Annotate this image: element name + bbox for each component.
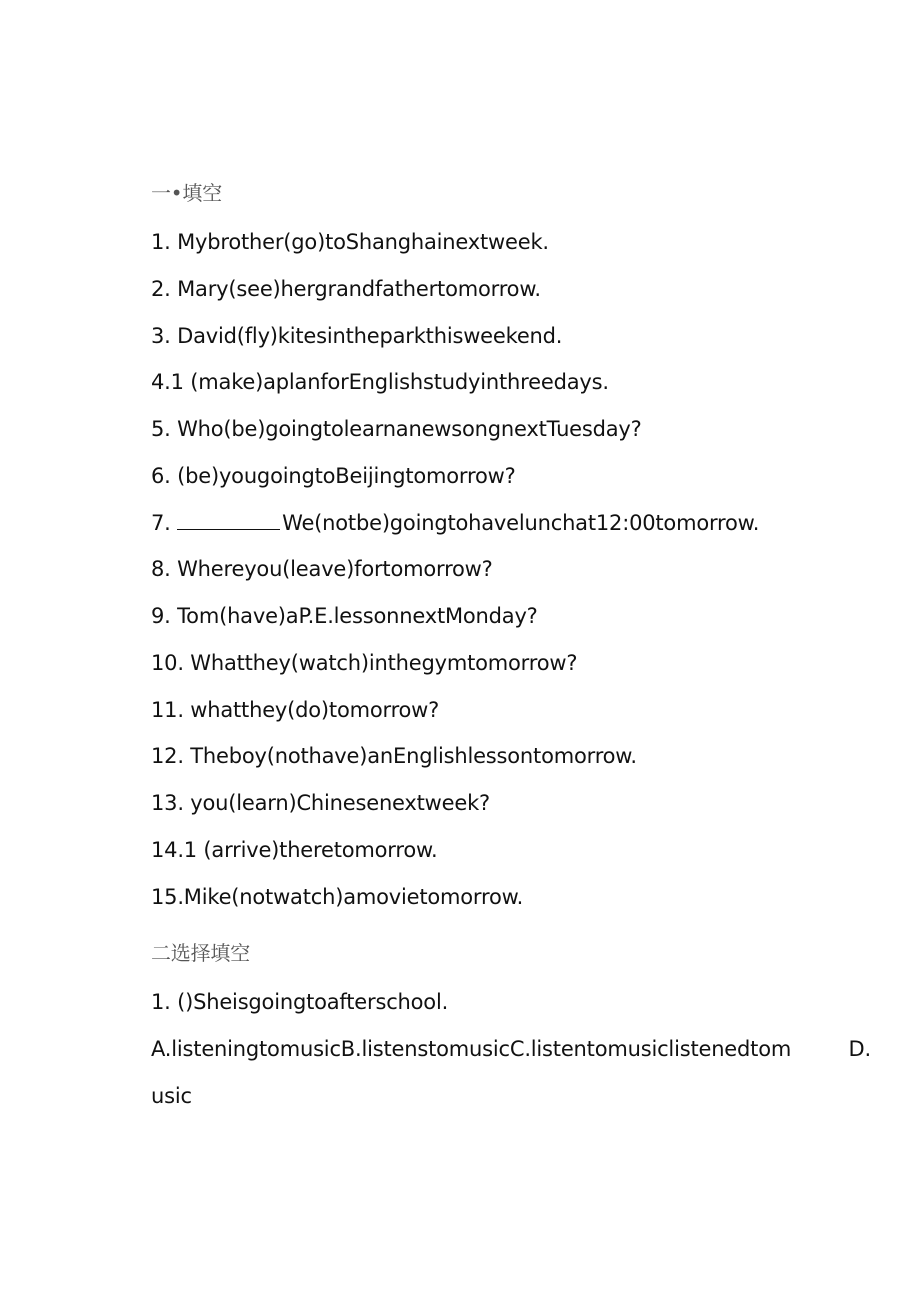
exercise-item-7-number: 7. xyxy=(151,511,171,535)
choice-option-d: D. xyxy=(848,1037,871,1061)
exercise-item-10: 10. Whatthey(watch)inthegymtomorrow? xyxy=(151,651,578,675)
exercise-item-8: 8. Whereyou(leave)fortomorrow? xyxy=(151,557,493,581)
exercise-item-15: 15.Mike(notwatch)amovietomorrow. xyxy=(151,885,524,909)
exercise-item-1: 1. Mybrother(go)toShanghainextweek. xyxy=(151,230,549,254)
exercise-item-3: 3. David(fly)kitesintheparkthisweekend. xyxy=(151,324,563,348)
exercise-item-5: 5. Who(be)goingtolearnanewsongnextTuesday? xyxy=(151,417,642,441)
exercise-item-9: 9. Tom(have)aP.E.lessonnextMonday? xyxy=(151,604,538,628)
choice-options-abc: A.listeningtomusicB.listenstomusicC.listentomusiclistenedtom xyxy=(151,1037,792,1061)
answer-blank xyxy=(177,509,280,530)
choice-options-wrap: usic xyxy=(151,1084,192,1108)
section1-heading: 一•填空 xyxy=(151,181,222,205)
choice-options xyxy=(151,1035,871,1063)
exercise-item-7 xyxy=(151,509,759,537)
exercise-item-6: 6. (be)yougoingtoBeijingtomorrow? xyxy=(151,464,516,488)
exercise-item-12: 12. Theboy(nothave)anEnglishlessontomorrow. xyxy=(151,744,637,768)
exercise-item-11: 11. whatthey(do)tomorrow? xyxy=(151,698,440,722)
section2-heading: 二选择填空 xyxy=(151,941,250,965)
exercise-item-4: 4.1 (make)aplanforEnglishstudyinthreedays. xyxy=(151,370,609,394)
choice-question-1: 1. ()Sheisgoingtoafterschool. xyxy=(151,990,449,1014)
exercise-item-2: 2. Mary(see)hergrandfathertomorrow. xyxy=(151,277,541,301)
exercise-item-7-text: We(notbe)goingtohavelunchat12:00tomorrow. xyxy=(282,511,760,535)
exercise-item-14: 14.1 (arrive)theretomorrow. xyxy=(151,838,438,862)
exercise-item-13: 13. you(learn)Chinesenextweek? xyxy=(151,791,490,815)
